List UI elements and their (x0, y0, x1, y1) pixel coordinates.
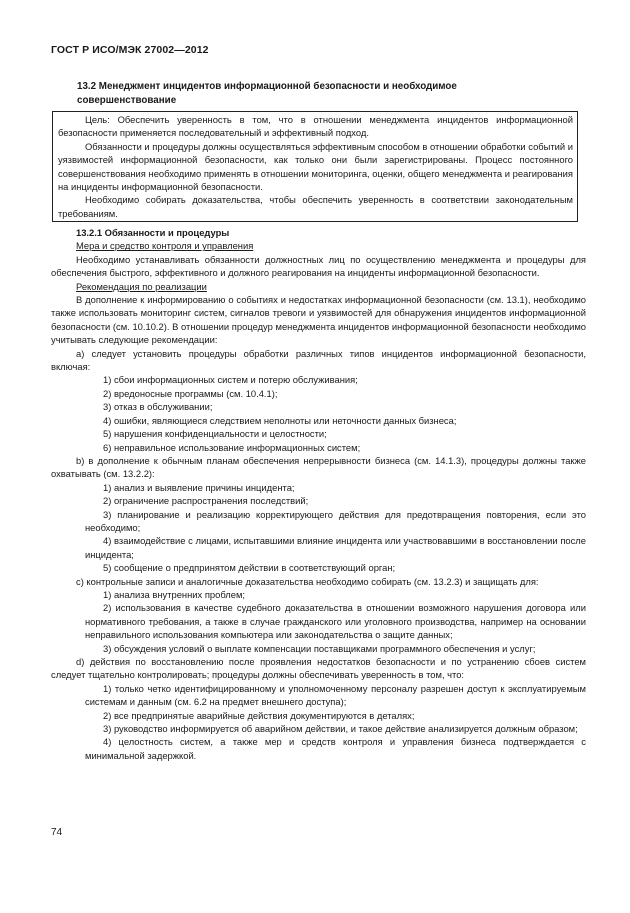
section-title-line1: 13.2 Менеджмент инцидентов информационной безопасности и необходимое (77, 81, 457, 92)
sub-list-item: 6) неправильное использование информационных систем; (103, 441, 361, 453)
page-number: 74 (51, 827, 63, 838)
subsection-title: 13.2.1 Обязанности и процедуры (76, 227, 230, 238)
sub-list-item: 3) руководство информируется об аварийном действии, и такое действие анализируется должным образом; (103, 723, 578, 735)
implementation-heading: Рекомендация по реализации (76, 280, 207, 292)
goal-box (52, 111, 578, 222)
sub-list-item: 4) ошибки, являющиеся следствием неполноты или неточности данных бизнеса; (103, 414, 457, 426)
control-heading: Мера и средство контроля и управления (76, 240, 254, 252)
list-item-a: a) следует установить процедуры обработки различных типов инцидентов информационной безопасности, включая: (51, 347, 586, 373)
list-item-c: c) контрольные записи и аналогичные доказательства необходимо собирать (см. 13.2.3) и защищать для: (76, 575, 539, 587)
sub-list-item: 3) отказ в обслуживании; (103, 401, 213, 413)
sub-list-item: 1) анализ и выявление причины инцидента; (103, 481, 295, 493)
document-header: ГОСТ Р ИСО/МЭК 27002—2012 (51, 44, 209, 56)
sub-list-item: 5) сообщение о предпринятом действии в соответствующий орган; (103, 562, 396, 574)
list-item-b: b) в дополнение к обычным планам обеспечения непрерывности бизнеса (см. 14.1.3), процедуры должны также охватывать (см. 13.2.2): (51, 454, 586, 480)
sub-list-item: 1) сбои информационных систем и потерю обслуживания; (103, 374, 358, 386)
sub-list-item: 2) все предпринятые аварийные действия документируются в деталях; (103, 709, 415, 721)
control-text: Необходимо устанавливать обязанности должностных лиц по осуществлению менеджмента и процедуры для обеспечения быстрого, эффективного и должного реагирования на инциденты информационной безопасности. (51, 253, 586, 279)
sub-list-item: 5) нарушения конфиденциальности и целостности; (103, 428, 327, 440)
sub-list-item: 4) целостность систем, а также мер и средств контроля и управления бизнеса подтверждается с минимальной задержкой. (85, 736, 586, 761)
sub-list-item: 3) планирование и реализацию корректирующего действия для предотвращения повторения, если это необходимо; (85, 508, 586, 533)
section-title-line2: совершенствование (77, 94, 177, 106)
sub-list-item: 2) ограничение распространения последствий; (103, 495, 309, 507)
implementation-text: В дополнение к информированию о событиях и недостатках информационной безопасности (см. 13.1), необходимо также использовать мониторинг систем, сигналов тревоги и уязвимостей для обнаружения инцидентов информационной безопасности (см. 10.10.2). В отношении процедур менеджмента инцидентов информационной безопасности необходимо учитывать следующие рекомендации: (51, 294, 586, 346)
sub-list-item: 1) анализа внутренних проблем; (103, 588, 246, 600)
sub-list-item: 2) использования в качестве судебного доказательства в отношении возможного нарушения договора или нормативного требования, а также в случае гражданского или уголовного производства, например на основании неправильного использования компьютера или законодательства о защите данных; (85, 602, 586, 641)
section-title (77, 80, 577, 107)
sub-list-item: 1) только четко идентифицированному и уполномоченному персоналу разрешен доступ к эксплуатируемым системам и данным (см. 6.2 на предмет внешнего доступа); (85, 682, 586, 708)
goal-paragraph: Обязанности и процедуры должны осуществляться эффективным способом в отношении обработки событий и уязвимостей информационной безопасности, как только они были зарегистрированы. Процесс постоянного совершенствования необходимо применять в отношении мониторинга, оценки, общего менеджмента и реагирования на инциденты информационной безопасности. (58, 140, 573, 193)
sub-list-item: 3) обсуждения условий о выплате компенсации поставщиками программного обеспечения и услуг; (103, 642, 536, 654)
sub-list-item: 2) вредоносные программы (см. 10.4.1); (103, 387, 278, 399)
list-item-d: d) действия по восстановлению после проявления недостатков безопасности и по устранению сбоев систем следует тщательно контролировать; процедуры должны обеспечивать уверенность в том, что: (51, 656, 586, 681)
main-content (51, 226, 586, 762)
goal-paragraph: Цель: Обеспечить уверенность в том, что в отношении менеджмента инцидентов информационной безопасности применяется последовательный и эффективный подход. (58, 114, 573, 139)
goal-paragraph: Необходимо собирать доказательства, чтобы обеспечить уверенность в соответствии законодательным требованиям. (58, 194, 573, 219)
sub-list-item: 4) взаимодействие с лицами, испытавшими влияние инцидента или участвовавшими в восстановлении после инцидента; (85, 535, 586, 560)
